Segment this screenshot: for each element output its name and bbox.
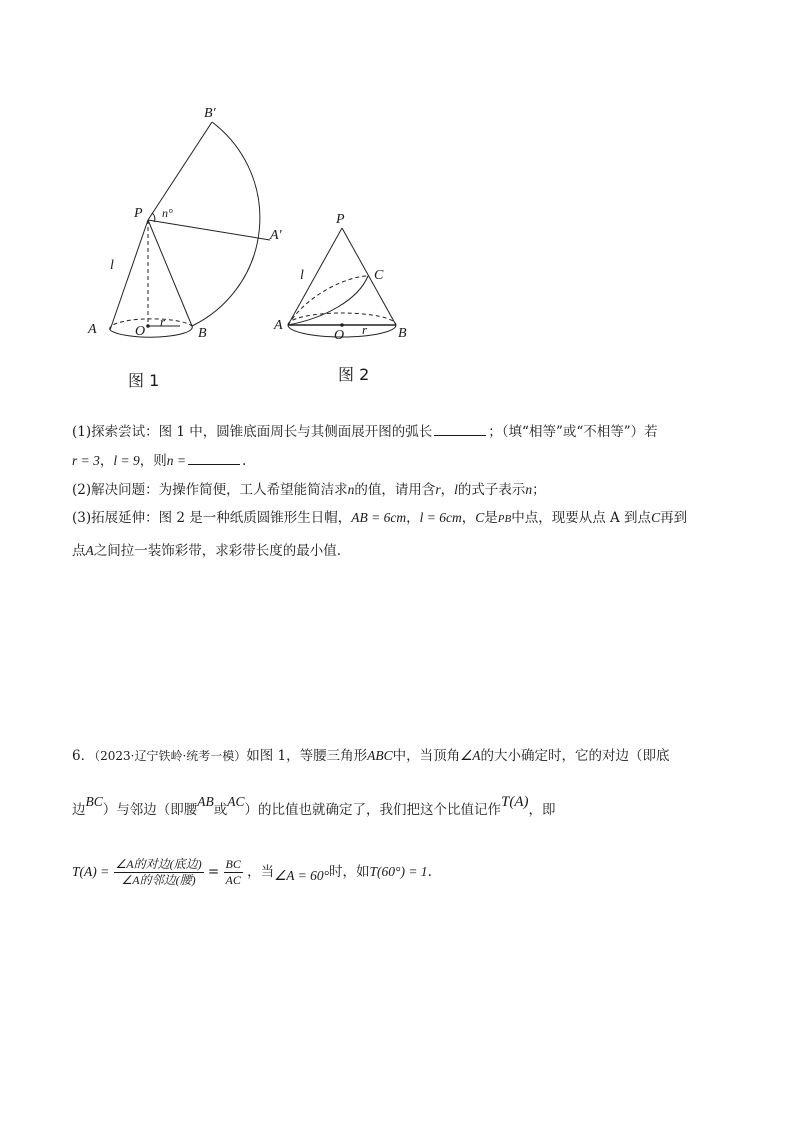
label-b: B <box>398 326 407 341</box>
q6-text: 如图 1，等腰三角形 <box>246 748 368 764</box>
q6-line2-text-b: ）与邻边（即腰 <box>102 802 198 818</box>
segment-ac: AC <box>227 794 245 809</box>
var-r: r <box>435 482 441 497</box>
segment-pb: PB <box>497 513 512 525</box>
fraction-bc-ac <box>224 857 243 888</box>
var-n: n <box>347 482 355 497</box>
label-b-prime: B′ <box>204 106 216 121</box>
figure-2 <box>270 210 420 384</box>
q3-line2-text: 点 <box>72 543 86 559</box>
label-r: r <box>362 322 368 337</box>
when-text: ，当 <box>247 864 275 880</box>
triangle-abc: ABC <box>367 748 393 763</box>
r-equation: r = 3 <box>72 453 100 468</box>
question-6-line-2 <box>72 794 732 820</box>
label-o: O <box>334 328 345 343</box>
var-n: n <box>525 482 533 497</box>
q6-text-c: 的大小确定时，它的对边（即底 <box>480 748 670 764</box>
period: . <box>242 453 247 469</box>
figure-2-caption: 图 2 <box>338 365 370 384</box>
figure-1-caption: 图 1 <box>128 371 160 390</box>
label-p: P <box>336 212 345 227</box>
q2-text-c: 的式子表示 <box>457 482 526 498</box>
fraction-denominator: AC <box>225 873 241 887</box>
q6-line2-text-d: ，即 <box>528 802 556 818</box>
t-of-a: T(A) <box>501 794 529 810</box>
q6-line2-text-c: ）的比值也就确定了，我们把这个比值记作 <box>244 802 502 818</box>
answer-blank-2[interactable] <box>188 450 240 465</box>
q3-text-b: 中点，现要从点 A 到点 <box>511 510 652 526</box>
q2-text: (2)解决问题：为操作简便，工人希望能简洁求 <box>72 482 348 498</box>
segment-bc: BC <box>85 794 103 809</box>
l-equation: l = 9 <box>113 453 140 468</box>
label-c: C <box>374 268 384 283</box>
t-of-60: T(60°) = 1 <box>369 864 428 879</box>
point-c: C <box>475 510 485 525</box>
question-6-line-1 <box>72 746 732 766</box>
question-1-line-1 <box>72 421 732 442</box>
q1-text: (1)探索尝试：图 1 中，圆锥底面周长与其侧面展开图的弧长 <box>72 424 433 440</box>
time-text: 时，如 <box>329 864 370 880</box>
label-n-degree: n° <box>162 206 173 220</box>
or-text: 或 <box>213 802 228 818</box>
answer-blank-1[interactable] <box>434 421 486 436</box>
question-source: （2023·辽宁铁岭·统考一模） <box>94 749 247 763</box>
l-equation: l = 6cm <box>419 510 462 525</box>
label-o: O <box>135 324 146 339</box>
label-a-prime: A′ <box>270 228 282 243</box>
n-equation: n = <box>166 453 186 468</box>
separator: ， <box>440 482 455 498</box>
ab-equation: AB = 6cm <box>351 510 407 525</box>
separator: ， <box>461 510 476 526</box>
is-text: 是 <box>484 510 498 526</box>
separator: ， <box>406 510 420 526</box>
label-a: A <box>274 318 283 333</box>
q6-text-b: 中，当顶角 <box>392 748 461 764</box>
fraction-denominator: ∠A的邻边(腰) <box>121 873 196 887</box>
q1-text-b: ；（填“相等”或“不相等”）若 <box>488 424 658 440</box>
period: . <box>427 864 432 880</box>
question-3-line-2 <box>72 541 732 561</box>
point-c: C <box>651 510 661 525</box>
question-2 <box>72 480 732 500</box>
then-text: ，则 <box>139 453 167 469</box>
label-l: l <box>110 258 114 273</box>
point-a: A <box>85 543 94 558</box>
label-r: r <box>160 314 166 329</box>
question-3-line-1 <box>72 508 732 529</box>
q3-text-c: 再到 <box>660 510 688 526</box>
q3-line2-text-b: 之间拉一装饰彩带，求彩带长度的最小值. <box>93 543 342 559</box>
label-l: l <box>300 268 304 283</box>
q6-line2-text: 边 <box>72 802 86 818</box>
angle-60: ∠A = 60° <box>274 868 330 883</box>
question-6-formula <box>72 855 732 889</box>
question-1-line-2 <box>72 450 732 471</box>
fraction-angle-ratio <box>114 857 204 888</box>
formula-t-a: T(A) = <box>72 864 110 879</box>
question-number: 6． <box>72 748 95 764</box>
q3-text: (3)拓展延伸：图 2 是一种纸质圆锥形生日帽， <box>72 510 352 526</box>
semicolon: ； <box>532 482 546 498</box>
q2-text-b: 的值，请用含 <box>354 482 436 498</box>
label-b: B <box>198 326 207 341</box>
fraction-numerator: ∠A的对边(底边) <box>115 857 202 871</box>
var-l: l <box>454 482 458 497</box>
label-p: P <box>134 206 143 221</box>
angle-a: ∠A <box>460 748 481 763</box>
equals-sign: = <box>207 864 220 880</box>
label-a: A <box>88 322 97 337</box>
fraction-numerator: BC <box>225 857 241 871</box>
separator: ， <box>99 453 114 469</box>
segment-ab: AB <box>197 794 214 809</box>
